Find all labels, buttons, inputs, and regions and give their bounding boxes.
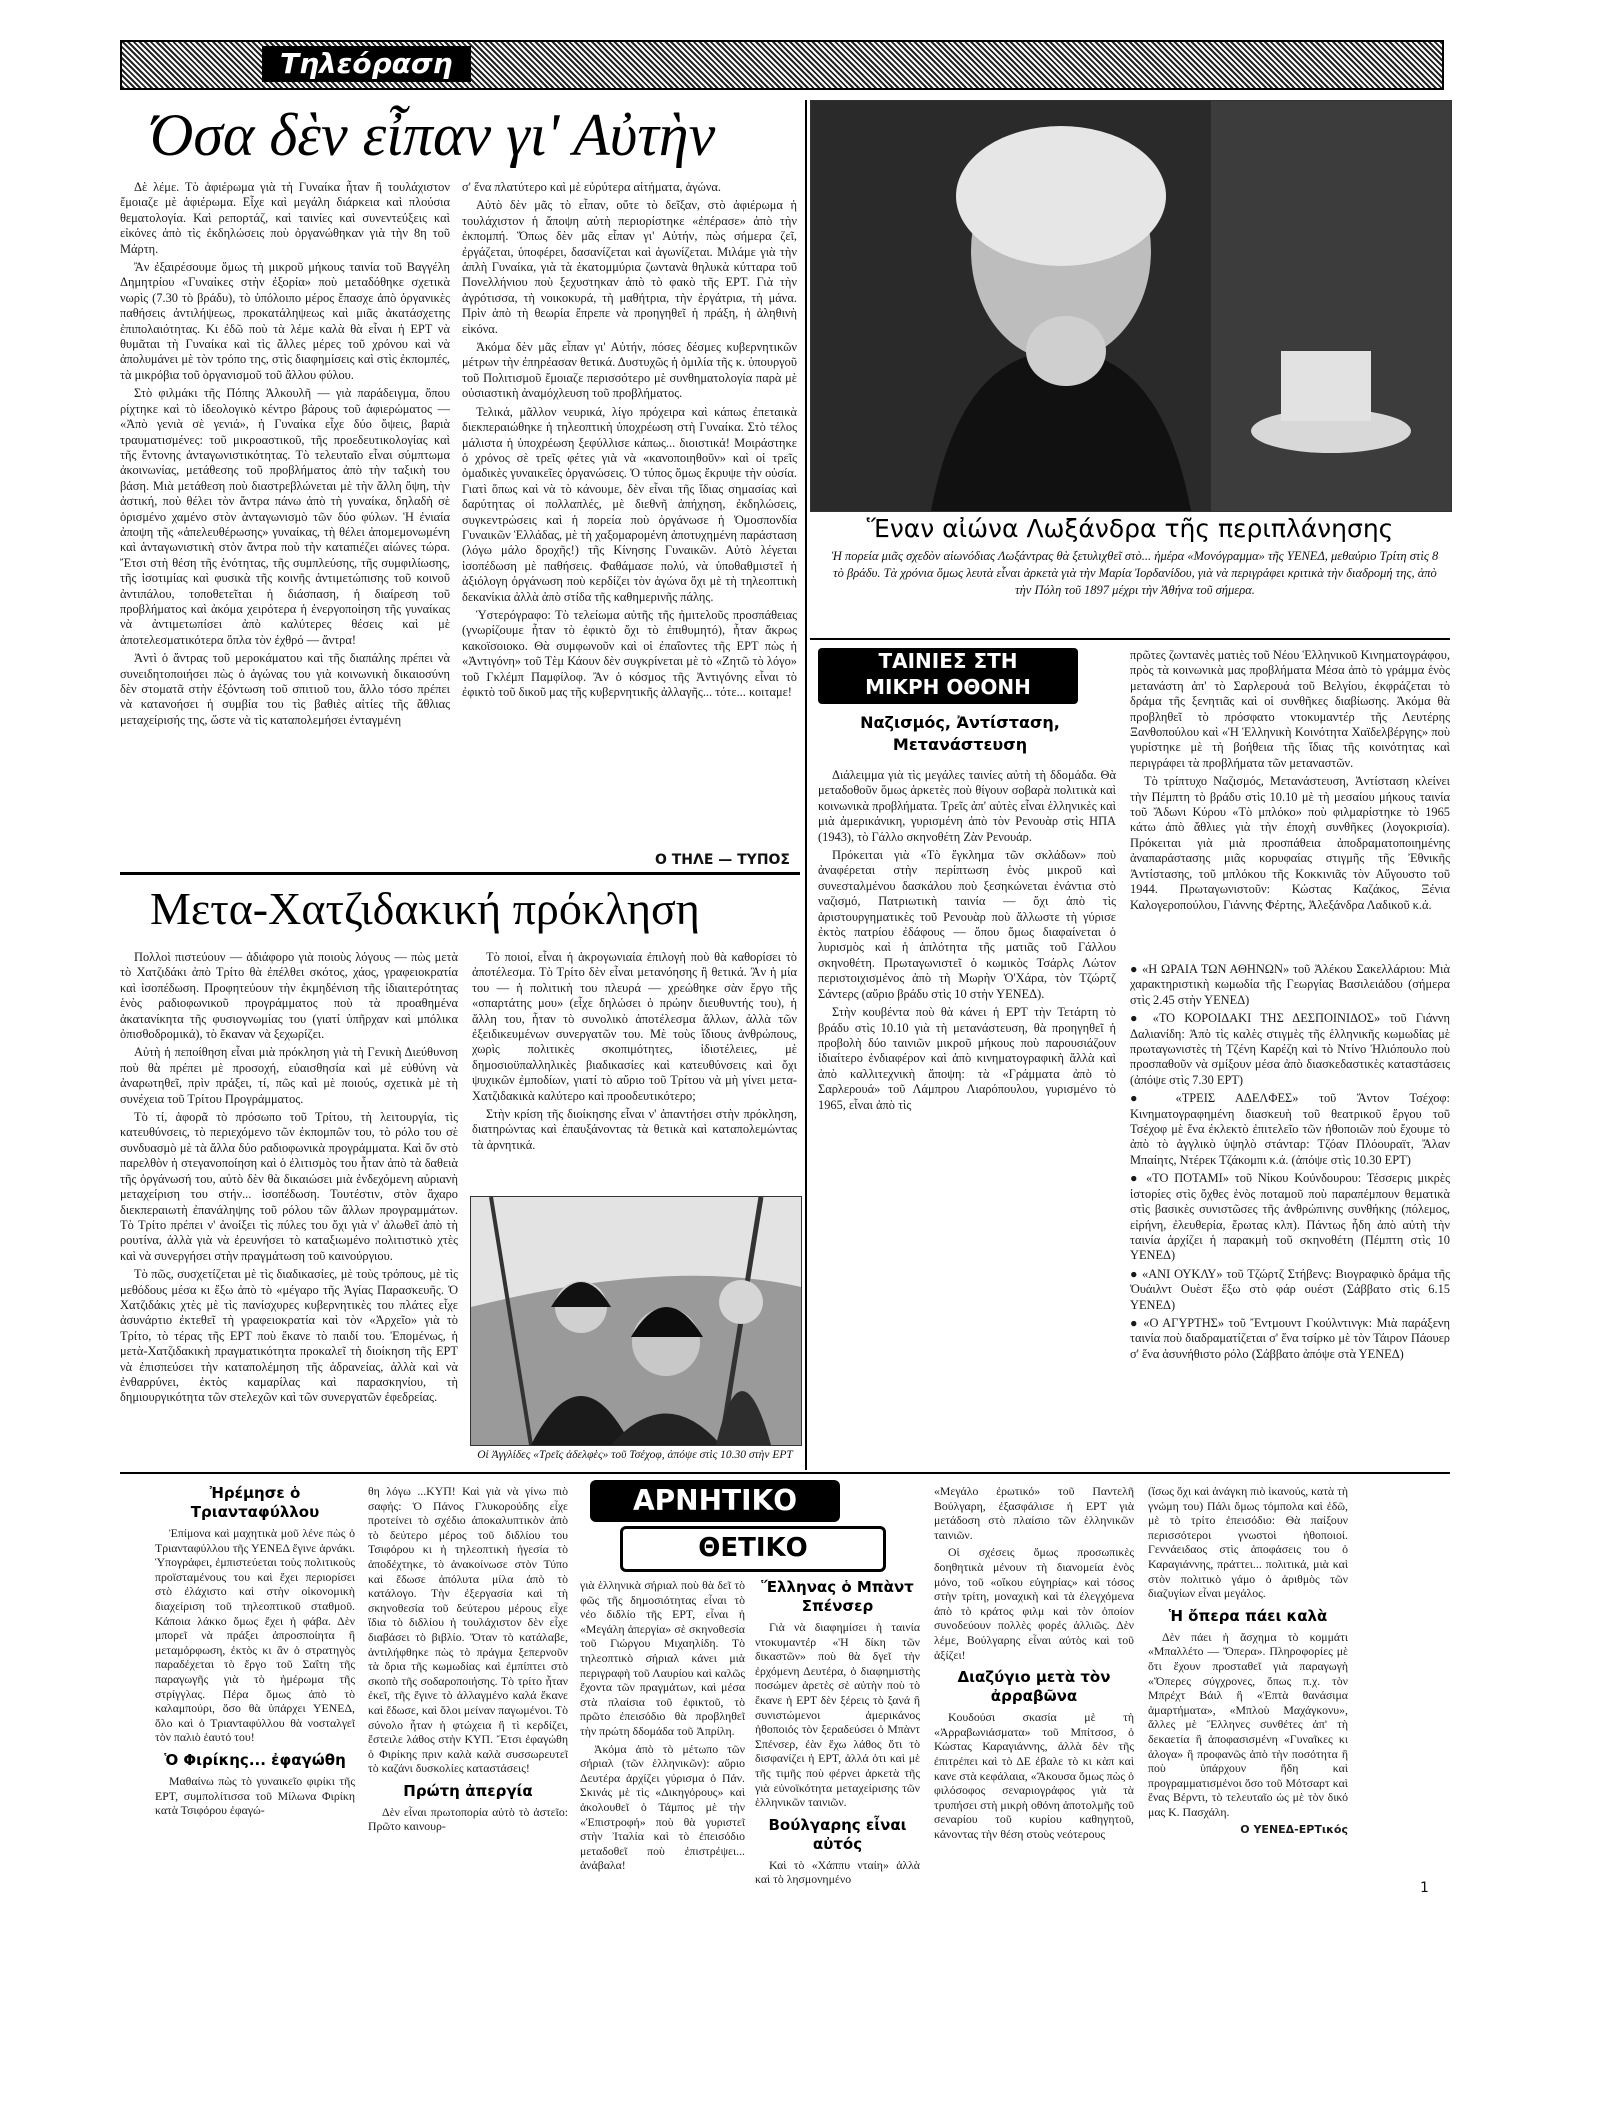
bottom-c4-p2: Οἱ σχέσεις ὅμως προσωπικὲς δοηθητικὰ μένουν τὴ διανομεία ἑνὸς μόνο, τοῦ «οἴκου εὐγηρίας» καὶ τόσος στὴν τρίτη, μοναχικὴ καὶ τὰ ἐλεγχόμενα ἀπὸ τὸ κράτος φιλμ καὶ τὸν ὁποίον συνοδεύουν πολλὲς φορές ἀλλιῶς. Δὲν λέμε, Βούλγαρης εἶναι αὐτὸς καὶ τοῦ ἀξίζει! (934, 1545, 1134, 1662)
films-subhead: Ναζισμός, Ἀντίσταση, Μετανάστευση (860, 713, 1060, 754)
films-bullet-5: ● «ΑΝΙ ΟΥΚΛΥ» τοῦ Τζώρτζ Στήβενς: Βιογραφικὸ δράμα τῆς Ὀυάιλντ Ουὲστ ἔξω στὸ φάρ ουέστ (Σάββατο στὶς 6.15 ΥΕΝΕΔ) (1130, 1266, 1450, 1312)
bottom-c3-p1: γιὰ ἑλληνικὰ σήριαλ ποὺ θὰ δεῖ τὸ φῶς τῆς δημοσιότητας εἶναι τὸ νέο διδλίο τῆς ΕΡΤ, εἶναι ἡ «Μεγάλη ἀπεργία» σὲ σκηνοθεσία τοῦ Γιώργου Μιχαηλίδη. Τὸ τηλεοπτικὸ σήριαλ κάνει μιὰ περιγραφὴ τοῦ Λαυρίου καὶ καλῶς ἔχοντα τῶν πραγμάτων, καὶ μέσα στὰ πλαίσια τοῦ ἐφικτοῦ, τὸ πρῶτο ἐπεισόδιο θὰ προβληθεῖ τὴν πρώτη δδομάδα τοῦ Ἀπρίλη. (580, 1578, 745, 1738)
article2-col2 (472, 950, 797, 1190)
films-bullet-5-text: «ΑΝΙ ΟΥΚΛΥ» τοῦ Τζώρτζ Στήβενς: Βιογραφικὸ δράμα τῆς Ὀυάιλντ Ουὲστ ἔξω στὸ φάρ ουέστ (Σάββατο στὶς 6.15 ΥΕΝΕΔ) (1130, 1266, 1450, 1312)
films-col2 (1130, 648, 1450, 958)
article1-p9: Ὑστερόγραφο: Τὸ τελείωμα αὐτῆς τῆς ἠμιτελοῦς προσπάθειας (γνωρίζουμε ἦταν τὸ ἐφικτὸ ὄχι τὸ ἐπιθυμητό), ἦταν ἄκρως κακοϊσοιοκο. Θὰ συμφωνοῦν καὶ οἱ ἐπαΐοντες τῆς ΕΡΤ πὼς ἡ «Ἀντιγόνη» τοῦ Τὲμ Κάουν δὲν συγκρίνεται μὲ τὸ «Ζητῶ τὸ λόγο» τοῦ Γκλέμπ Παμφίλοφ. Ἂν ὁ κόσμος τῆς Ἀντιγόνης εἶναι τὸ ἐφικτὸ τοῦ δικοῦ μας τῆς κυβερνητικῆς ἀλλαγῆς... τότε... κοιταμε! (462, 607, 797, 699)
arnitiko-logo (580, 1480, 910, 1570)
bottom-c5-p2: Δὲν πάει ἡ ἄσχημα τὸ κομμάτι «Μπαλλέτο — Ὄπερα». Πληροφορίες μὲ ὅτι ἔχουν προσταθεῖ γιὰ παραγωγὴ «Ὅπερες σύγχρονες, ὅπως π.χ. τὸν Μπρέχτ Βάιλ ἢ «Ἑπτὰ θανάσιμα ἁμαρτήματα», «Μπλοὺ Μαχάγκονυ», ἄλλες μὲ Ἕλληνες συνθέτες ἀπ' τὴ δεκαετία ἢ ἀποφασισμένη «Γυναῖκες κι ἀλογα» ἢ προφανῶς ἀπὸ τὴν ποσότητα ἢ ποὺ ὑπάρχουν ἤδη καὶ προγραμματισμένοι ὅσο τοῦ Μότσαρτ καὶ ἕνας Βέρντι, τὸ τελευταῖο ὡς μὲ τὸν δικό μας Κ. Πασχάλη. (1148, 1629, 1348, 1819)
three-sisters-illustration (471, 1197, 801, 1445)
article2-p1: Πολλοὶ πιστεύουν — ἀδιάφορο γιὰ ποιοὺς λόγους — πὼς μετὰ τὸ Χατζιδάκι ἀπὸ Τρίτο θὰ ἐπέλθει σκότος, χάος, γραφειοκρατία καὶ ἰσοπέδωση. Προφητεύουν τὴν ἐκμηδένιση τῆς ἰδιαιτερότητας ἑνὸς ραδιοφωνικοῦ προγράμματος ποὺ τὰ προαθημένα ἀκατανίκητα τῆς φυσιογνωμίας του (γιατί ὑπῆρχαν καὶ μπόλικα ὀπισθοδρομικά), τὸ ἔκαναν νὰ ξεχωρίζει. (120, 950, 458, 1042)
article1-p6: Αὐτὸ δὲν μᾶς τὸ εἶπαν, οὔτε τὸ δεῖξαν, στὸ ἀφιέρωμα ἡ τουλάχιστον ἡ ἄποψη αὐτὴ περιορίστηκε «ἐπέρασε» ἀπὸ τὴν ἐκπομπή. Ὅπως δὲν μᾶς εἶπαν γι' Αὐτήν, πὼς σήμερα ζεῖ, ἐργάζεται, ὑποφέρει, δασανίζεται καὶ ἀγωνίζεται. Μιλάμε γιὰ τὴν ἁπλὴ Γυναίκα, γιὰ τὰ ἑκατομμύρια ζωντανὰ θηλυκὰ κύτταρα τοῦ Πονελλήνιου ποὺ ξεχυστηκαν ἀπὸ τὸ φακὸ τῆς ΕΡΤ. Γιὰ τὴν ἀγρότισσα, τὴ νοικοκυρά, τὴ μαθήτρια, τὴν ἐργάτρια, τὴ μάνα. Πρὶν ἀπὸ τὴ θεωρία ἔπρεπε νὰ προηγηθεῖ ἡ πράξη, ἡ ἀληθινὴ εἰκόνα. (462, 198, 797, 336)
bottom-c1-head: Ἠρέμησε ὁ Τριανταφύλλου (190, 1484, 320, 1521)
films-bullet-1-text: «Η ΩΡΑΙΑ ΤΩΝ ΑΘΗΝΩΝ» τοῦ Ἀλέκου Σακελλάριου: Μιὰ χαρακτηριστικὴ κωμωδία τῆς Γεωργίας Βασιλειάδου (σήμερα στὶς 2.45 στὴν ΥΕΝΕΔ) (1130, 962, 1450, 1007)
films-bullet-4: ● «ΤΟ ΠΟΤΑΜΙ» τοῦ Νίκου Κούνδουρου: Τέσσερις μικρὲς ἱστορίες στὶς ὄχθες ἑνὸς ποταμοῦ ποὺ παραπέμπουν θεματικὰ στὶς βασικὲς συνιστῶσες τῆς ἀνθρώπινης συνθήκης (πόλεμος, εἰρήνη, ἐλευθερία, ἔρωτας κλπ). Πάντως ἦδη ἀπὸ αὐτὴ τὴν ταινία ἀρχίζει ἡ παρακμὴ τοῦ σκηνοθέτη (Πέμπτη στὶς 10 ΥΕΝΕΔ) (1130, 1171, 1450, 1263)
bottom-c3-head: Ἕλληνας ὁ Μπὰντ Σπένσερ (761, 1578, 914, 1615)
films-p4: πρῶτες ζωντανὲς ματιὲς τοῦ Νέου Ἑλληνικοῦ Κινηματογράφου, πρὸς τὰ κοινωνικὰ μας προβλήματα Μέσα ἀπὸ τὸ γράμμα ἑνὸς μετανάστη ἀπ' τὸ Σαρλερουά τοῦ Βελγίου, ἐκφράζεται τὸ δράμα τῆς ξενητιᾶς καὶ οἱ συνθῆκες διαβίωσης. Ἀκόμα θὰ προβληθεῖ τὸ πρόσφατο ντοκυμαντέρ τῆς Λευτέρης Ξανθοπούλου καὶ «Ἡ Ἑλληνικὴ Κοινότητα Χαϊδελβέργης» ποὺ γυρίστηκε μὲ τὴ βοήθεια τῆς ἴδιας τῆς κοινότητας καὶ περιγράφει τὰ προβλήματα τῶν μεταναστῶν. (1130, 648, 1450, 770)
bottom-c1-p1: Ἐπίμονα καὶ μαχητικὰ μοῦ λένε πὼς ὁ Τριανταφύλλου τῆς ΥΕΝΕΔ ἔγινε ἀρνάκι. Ὑπογράφει, ἐμπιστεύεται τοὺς πολιτικοὺς προϊσταμένους του καὶ ἔχει περιορίσει στὸ ἐλάχιστο καὶ στὴν οἰκονομικὴ διαχείριση τοῦ τηλεοπτικοῦ σταθμοῦ. Κάποια λάκκο ὅμως ἔχει ἡ φάβα. Δὲν μπορεῖ νὰ πράξει ἀπροσποίητα ἢ μεταμόρφωση, ἐκτὸς κι ἂν ὁ στρατηγὸς παραδέχεται τὸ ἔργο τοῦ Σαΐτη τῆς παραγωγῆς γιὰ τὸ ἡμέρωμα τῆς στρίγγλας. Πέρα ὅμως ἀπὸ τὸ καλαμπούρι, ὅσο θὰ ὑπάρχει ΥΕΝΕΔ, ὅλο καὶ ὁ Τριανταφύλλου θὰ νοσταλγεῖ τὸν παλιὸ ἑαυτό του! (155, 1526, 355, 1745)
article2-p5: Τὸ ποιοί, εἶναι ἡ ἀκρογωνιαία ἐπιλογὴ ποὺ θὰ καθορίσει τὸ ἀποτέλεσμα. Τὸ Τρίτο δὲν εἶναι μετανόησης ἢ θετικά. Ἂν ἡ μία του — ἡ πολιτικὴ του πλευρά — χρεώθηκε σὰν ἔργο τῆς «σπαρτάτης μου» (εἶχε δηλώσει ὁ πρώην διευθυντής του), ἡ ἄλλη του, ἦταν τὸ συνολικὸ ἀποτέλεσμα ἄλλων, ἀλλὰ τῶν ἐξειδικευμένων συνεργατῶν του. Μὲ τοὺς ἴδιους ἀνθρώπους, χωρὶς πολιτικὲς σκοπιμότητες, ἰδιοτέλειες, μὲ δημοσιοϋπαλληλικὲς βιαδικασίες καὶ κατευθύνσεις καὶ ὄχι ψυχικῶν ἐμποδίων, γιατί τὸ αὔριο τοῦ Τρίτου νὰ μὴ γίνει μετα-Χατζιδακικὰ καλύτερο καὶ προοδευτικότερο; (472, 950, 797, 1103)
article1-col2 (462, 180, 797, 848)
article1-p7: Ἀκόμα δὲν μᾶς εἶπαν γι' Αὐτήν, πόσες δέσμες κυβερνητικῶν μέτρων τὴν ἐπηρέασαν θετικά. Δυστυχῶς ἡ ὁμιλία τῆς κ. ὑπουργοῦ τοῦ Πολιτισμοῦ ἔμοιαζε περισσότερο μὲ συνθηματολογία παρὰ μὲ οὐσιαστικὴ ἀναμόχλευση τοῦ προβλήματος. (462, 340, 797, 401)
article1-bottom-rule (120, 872, 800, 875)
bottom-section-rule (120, 1472, 1450, 1474)
films-p3: Στὴν κουβέντα ποὺ θὰ κάνει ἡ ΕΡΤ τὴν Τετάρτη τὸ βράδυ στὶς 10.10 γιὰ τὴ μετανάστευση, θὰ προηγηθεῖ ἡ προβολὴ δύο ταινιῶν μικροῦ μήκους ποὺ παρουσιάζουν ἰδιαίτερο ἐνδιαφέρον καὶ ἀπὸ κινηματογραφικὴ ἄλλὰ καὶ ἀπὸ καλλιτεχνικὴ ἄποψη: τὰ «Γράμματα ἀπὸ τὸ Σαρλερουά» τοῦ Λάμπρου Λιαρόπουλου, γυρισμένο τὸ 1965, εἶναι ἀπὸ τὶς (818, 1005, 1116, 1112)
article1-p3: Στὸ φιλμάκι τῆς Πόπης Ἀλκουλῆ — γιὰ παράδειγμα, ὅπου ρίχτηκε καὶ τὸ ἰδεολογικὸ κέντρο βάρους τοῦ ἀφιερώματος — «Ἀπὸ γενιὰ σὲ γενιά», ἡ Γυναίκα εἶχε δύο ὄψεις, βαριὰ τραυματισμένες: τοῦ μικροαστικοῦ, τῆς προεδευτικολογίας καὶ τῆς ἔντονης ἀνταγωνιστικότητας. Τὸ τελευταῖο εἶναι σύμπτωμα ἀκοινωνίας, μετάθεσης τοῦ προβλήματος ἀπὸ τὴν ταξικὴ του βάση. Μιὰ μετάθεση ποὺ διαστρεβλώνεται μὲ τὴν ἄλλη ὄψη, τὴν ἀστική, ποὺ θέλει τὸν ἄντρα πάνω ἀπὸ τὴ γυναίκα, δηλαδὴ σὲ ὁρισμένο χαμένο στὸν ἀνταγωνισμὸ τῶν δύο φύλων. Ἡ ἐνιαία ἀποψη τῆς «ἀπελευθέρωσης» γυναίκας, τὴ θέλει ἀπομεμονωμένη καὶ ἀνταγωνιστικὴ στὸν ἄντρα ποὺ τὴν καταπιέζει αἰώνες τώρα. Ἔτσι στὴ θέση τῆς ἑνότητας, τῆς συμπλεύσης, τῆς συμφιλίωσης, τῆς ἰσοτιμίας καὶ φυσικὰ τῆς κοινῆς ἀντιμετώπισης τοῦ κοινοῦ ἀντιπάλου, τοποθετεῖται ἡ διάσπαση, ἡ διαίρεση τοῦ προβλήματος καὶ ἀκόμα χειρότερα ἡ ἐνεργοποίηση τῆς γυναίκας νὰ ἀντιμετωπίσει ἀπὸ καλύτερες θέσεις καὶ μὲ ἀποτελεσματικότερα ὅπλα τὸν ἐχθρό — ἄντρα! (120, 386, 450, 647)
article1-p2: Ἂν ἐξαιρέσουμε ὅμως τὴ μικροῦ μήκους ταινία τοῦ Βαγγέλη Δημητρίου «Γυναίκες στὴν ἐξορία» ποὺ μεταδόθηκε σχετικὰ νωρὶς (7.30 τὸ βράδυ), τὸ ὑπόλοιπο μέρος ἔπασχε ἀπὸ ὀργανικὲς παθήσεις ἀντιλήψεως, προκατάληψεως καὶ μιᾶς ἀκατάσχετης ἐπιπολαιότητας. Κι ἐδῶ ποὺ τὰ λέμε καλὰ θὰ εἶναι ἡ ΕΡΤ νὰ θυμᾶται τὴ Γυναίκα καὶ τὶς ἄλλες μέρες τοῦ χρόνου καὶ νὰ ἀπολυμάνει μὲ τὸν τρόπο της, στὶς διαφημίσεις καὶ στὶς ἐκπομπές, τὰ μικρόβια τοῦ ὀργανισμοῦ τοῦ ἄλλου φύλου. (120, 260, 450, 382)
article2-headline: Μετα-Χατζιδακική πρόκληση (150, 883, 700, 934)
bottom-c1-p2: Μαθαίνω πὼς τὸ γυναικεῖο φιρίκι τῆς ΕΡΤ, συμπολίτισσα τοῦ Μίλωνα Φιρίκη κατὰ Τσιφόρου ἐφαγώ- (155, 1773, 355, 1818)
section-banner-label: Τηλεόραση (262, 46, 471, 82)
article2-p2: Αὐτὴ ἡ πεποίθηση εἶναι μιὰ πρόκληση γιὰ τὴ Γενικὴ Διεύθυνση ποὺ θὰ πρέπει μὲ προσοχή, εὐαισθησία καὶ μὲ εὐθύνη νὰ ἀναρωτηθεῖ, πρὶν πράξει, τί, πῶς καὶ μὲ ποιούς, σχετικὰ μὲ τὴ συνέχεια τοῦ Τρίτου Προγράμματος. (120, 1045, 458, 1106)
bottom-c3-p2: Ἀκόμα ἀπὸ τὸ μέτωπο τῶν σήριαλ (τῶν ἑλληνικῶν): αὔριο Δευτέρα ἀρχίζει γύρισμα ὁ Πάν. Σκινάς μὲ τὶς «Δικηγόρους» καὶ ἀκολουθεῖ ὁ Τάμπος μὲ τὴν «Ἐπιστροφή» ποὺ θὰ γυριστεῖ στὴν Ἰταλία καὶ τὸ ἐπεισόδιο μεταδοθεῖ ποὺ ἐπιστρέψει... ἀνάβαλα! (580, 1741, 745, 1873)
column-divider (805, 100, 807, 1470)
article1-p8: Τελικά, μᾶλλον νευρικά, λίγο πρόχειρα καὶ κάπως ἐπεταικὰ διεκπεραιώθηκε ἡ τηλεοπτικὴ ὑποχρέωση στὴ Γυναίκα. Στὸ τέλος μάλιστα ἡ ὑποχρέωση ξεφύλλισε κάπως... διοιστικά! Μοιράστηκε ὁ χρόνος σὲ τρεῖς φέτες γιὰ νὰ «κανοποιηθοῦν» καὶ οἱ τρεῖς ὀμαδικὲς γυναικεῖες ὀργανώσεις. Ὁ τύπος ὅμως ἔκρυψε τὴν οὐσία. Γιατὶ ὅπως καὶ νὰ τὸ κάνουμε, δὲν εἶναι τῆς ἴδιας σημασίας καὶ δαρύτητας οἱ πολλαπλές, μὲ διεθνῆ ἀπήχηση, ἐκδηλώσεις, συγκεντρώσεις καὶ ἡ πορεία ποὺ ὀργάνωσε ἡ Ὁμοσπονδία Γυναικῶν Ἑλλάδας, μὲ τὴ χαξομαρομένη ἀποτυχημένη παράσταση (λόγω μάλο δροχῆς!) τῆς Κίνησης Γυναικῶν. Αὐτὸ λέγεται ἰσοπέδωση μὲ παθήσεις. Φαθάμασε πολύ, νὰ ὑποθαθμιστεῖ ἡ ἀξιόλογη ὀργάνωση ποὺ κερδίζει τὸν ἀγώνα ὄχι μὲ τὴ τηλεοπτικὴ δεκανίκια ἀλλὰ ἀπὸ στίδα τῆς καθημερινῆς πάλης. (462, 404, 797, 604)
bottom-c2-head2: Πρώτη ἀπεργία (403, 1781, 533, 1800)
bottom-col5 (1148, 1484, 1348, 1884)
films-bullet-6-text: «Ο ΑΓΥΡΤΗΣ» τοῦ Ἔντμουντ Γκούλντινγκ: Μιὰ παράξενη ταινία ποὺ διαδραματίζεται σ' ἕνα τσίρκο μὲ τὸν Τάιρον Πάουερ σ' ἕνα ἀσυνήθιστο ρόλο (Σάββατο ἀπόψε στὰ ΥΕΝΕΔ) (1130, 1315, 1450, 1361)
article1-signature: Ο ΤΗΛΕ — ΤΥΠΟΣ (654, 852, 790, 868)
films-bullet-3: ● «ΤΡΕΙΣ ΑΔΕΛΦΕΣ» τοῦ Ἄντον Τσέχοφ: Κινηματογραφημένη διασκευὴ τοῦ θεατρικοῦ ἔργου τοῦ Τσέχοφ μὲ ἕνα ἐκλεκτὸ ἐπιτελεῖο τῶν ἠθοποιῶν ποὺ ἔχουμε τὸ ἀπὸ τὸ ἀγγλικὸ ὑψηλὸ στάνταρ: Τζόαν Πλόουραϊτ, Ἄλαν Μπαίητς, Ντέρεκ Τζάκομπι κ.ά. (ἀπόψε στὶς 10.30 ΕΡΤ) (1130, 1091, 1450, 1167)
page-number: 1 (1420, 1880, 1429, 1896)
bottom-c4-p3: Κουδούσι σκασία μὲ τὴ «Ἀρραβωνιάσματα» τοῦ Μπίτσοσ, ὁ Κώστας Καραγιάννης, ἀλλὰ δὲν τῆς ἐπιτρέπει καὶ τὸ ΔΕ ἐβαλε τὸ κι κὰπ καὶ κανε στὰ κεφάλαια, «Ἄκουσα ὅμως πὼς ὁ φιλόσοφος σεναριογράφος γιὰ τὰ τρυπήσει στὴ μικρὴ οθόνη ἀποτολμῆς τοῦ σεναρίου τοῦ κυρίου καθηγητοῦ, κάνοντας τὴν θέση στοὺς νεότερους (934, 1710, 1134, 1841)
bottom-c1-head2: Ὁ Φιρίκης... ἐφαγώθη (164, 1750, 346, 1769)
films-p1: Διάλειμμα γιὰ τὶς μεγάλες ταινίες αὐτὴ τὴ δδομάδα. Θὰ μεταδοθοῦν ὅμως ἀρκετὲς ποὺ θίγουν σοβαρὰ πολιτικὰ καὶ κοινωνικὰ προβλήματα. Τρεῖς ἀπ' αὐτὲς εἶναι ἑλληνικὲς καὶ μιὰ ἀμερικάνικη, γυρισμένη ἀπὸ τὸν Ρενουὰρ στὶς ΗΠΑ (1943), τὸ Γάλλο σκηνοθέτη Ζὰν Ρενουάρ. (818, 768, 1116, 844)
three-sisters-caption: Οἱ Ἀγγλίδες «Τρεῖς ἀδελφὲς» τοῦ Τσέχοφ, ἀπόψε στὶς 10.30 στὴν ΕΡΤ (477, 1449, 793, 1461)
portrait-caption-title: Ἕναν αἰώνα Λωξάνδρα τῆς περιπλάνησης (866, 514, 1394, 543)
bottom-c4-p1: «Μεγάλο ἐρωτικό» τοῦ Παντελῆ Βούλγαρη, ἐξασφάλισε ἡ ΕΡΤ γιὰ μετάδοση στὸ πλαίσιο τῶν ἑλληνικῶν ταινιῶν. (934, 1484, 1134, 1542)
films-logo-line1: ΤΑΙΝΙΕΣ ΣΤΗ (878, 649, 1018, 673)
article1-p1: Δὲ λέμε. Τὸ ἀφιέρωμα γιὰ τὴ Γυναίκα ἦταν ἢ τουλάχιστον ἔμοιαζε μὲ ἀφιέρωμα. Εἶχε καὶ μεγάλη διάρκεια καὶ πλούσια θεματολογία. Καὶ ρεπορτάζ, καὶ ταινίες καὶ συνεντεύξεις καὶ εἰκόνες ἀπὸ τὶς ἐκδηλώσεις ποὺ ὀργανώθηκαν γιὰ τὴν 8η τοῦ Μάρτη. (120, 180, 450, 256)
films-bullet-1: ● «Η ΩΡΑΙΑ ΤΩΝ ΑΘΗΝΩΝ» τοῦ Ἀλέκου Σακελλάριου: Μιὰ χαρακτηριστικὴ κωμωδία τῆς Γεωργίας Βασιλειάδου (σήμερα στὶς 2.45 στὴν ΥΕΝΕΔ) (1130, 962, 1450, 1007)
section-banner (120, 40, 1444, 90)
films-p5: Τὸ τρίπτυχο Ναζισμός, Μετανάστευση, Ἀντίσταση κλείνει τὴν Πέμπτη τὸ βράδυ στὶς 10.10 μὲ τὴ μεσαίου μήκους ταινία τοῦ Ἄδωνι Κύρου «Τὸ μπλόκο» ποὺ φιλμαρίστηκε τὸ 1965 κάτω ἀπὸ ἄθλιες γιὰ τὴν ἐποχὴ συνθῆκες (λογοκρισία). Πρόκειται γιὰ μιὰ προσπάθεια ἀποδραματοποιημένης ἀναπαράστασης μιᾶς κορυφαίας στιγμῆς τῆς Ἐθνικῆς Ἀντίστασης, τοῦ μπλόκου τῆς Κοκκινιᾶς τὸν Αὔγουστο τοῦ 1944. Πρωταγωνιστοῦν: Κώστας Καζάκος, Ξένια Καλογεροπούλου, Γιάννης Φέρτης, Ἀλεξάνδρα Λαδικοῦ κ.ά. (1130, 774, 1450, 912)
films-p2: Πρόκειται γιὰ «Τὸ ἔγκλημα τῶν σκλάδων» ποὺ ἀναφέρεται στὴν περίπτωση ἑνὸς μικροῦ καὶ συνεσταλμένου δασκάλου ποὺ ξεσηκώνεται ἐνάντια στὸ ναζισμό, Πατριωτικὴ ταινία — ὄχι ἀπὸ τὶς ἀριστουργηματικὲς τοῦ Ρενουὰρ ποὺ ἄλλωστε τὴ γύρισε ἐκτὸς πατρίου ἐδάφους — ὅπου ὅμως διαφαίνεται ὁ λυρισμὸς καὶ ἡ ἁπλότητα τῆς ματιᾶς τοῦ Γάλλου σκηνοθέτη. Πρωταγωνιστεῖ ὁ κωμικὸς Τσάρλς Λώτον περιστοιχισμένος ἀπὸ τὴ Μωρὴν Ὀ'Χάρα, τὸν Τζώρτζ Σάντερς (αὔριο βράδυ στὶς 10 στὴν ΥΕΝΕΔ). (818, 848, 1116, 1001)
portrait-photo (810, 100, 1452, 512)
three-sisters-photo (470, 1196, 802, 1446)
films-col1 (818, 768, 1116, 1458)
bottom-c3-head2: Βούλγαρης εἶναι αὐτός (768, 1815, 907, 1853)
films-logo-line2: ΜΙΚΡΗ ΟΘΟΝΗ (865, 675, 1031, 699)
films-bullet-2: ● «ΤΟ ΚΟΡΟΙΔΑΚΙ ΤΗΣ ΔΕΣΠΟΙΝΙΔΟΣ» τοῦ Γιάννη Δαλιανίδη: Ἀπὸ τὶς καλὲς στιγμὲς τῆς ἑλληνικῆς κωμωδίας μὲ πρωταγωνιστὲς τὴ Τζένη Καρέζη καὶ τὸ Ντίνο Ἠλιόπουλο ποὺ προσπαθοῦν νὰ σμίξουν μέσα ἀπὸ διασκεδαστικὲς καταστάσεις (ἀπόψε στὶς 7.30 ΕΡΤ) (1130, 1011, 1450, 1087)
bottom-col3b (755, 1578, 920, 1908)
bottom-col4 (934, 1484, 1134, 1904)
bottom-c5-signature: Ο ΥΕΝΕΔ-ΕΡΤικός (1240, 1823, 1348, 1837)
bottom-col3a (580, 1578, 745, 1908)
films-bullet-6: ● «Ο ΑΓΥΡΤΗΣ» τοῦ Ἔντμουντ Γκούλντινγκ: Μιὰ παράξενη ταινία ποὺ διαδραματίζεται σ' ἕνα τσίρκο μὲ τὸν Τάιρον Πάουερ σ' ἕνα ἀσυνήθιστο ρόλο (Σάββατο ἀπόψε στὰ ΥΕΝΕΔ) (1130, 1315, 1450, 1361)
bottom-c3-p4: Καὶ τὸ «Χάππυ νταίη» ἀλλὰ καὶ τὸ λησμονημένο (755, 1857, 920, 1887)
article1-p4: Ἀντὶ ὁ ἄντρας τοῦ μεροκάματου καὶ τῆς διαπάλης πρέπει νὰ συνειδητοποιήσει πὼς ὁ ἀγώνας του γιὰ κοινωνικὴ δικαιοσύνη δὲν στοματᾶ στὴν ἐξόντωση τοῦ σπιτιοῦ του, ἄλλο τόσο πρέπει νὰ κατανοήσει ἡ συμβία του τὶς βαθιὲς αἰτίες τῆς ἄθλιας μεταχείρισής της, ὥστε νὰ τὶς καταπολεμήσει ἐνταγμένη (120, 651, 450, 727)
films-top-rule (810, 638, 1450, 640)
bottom-c5-head: Ἡ ὄπερα πάει καλὰ (1168, 1606, 1328, 1625)
article2-p4: Τὸ πῶς, συσχετίζεται μὲ τὶς διαδικασίες, μὲ τοὺς τρόπους, μὲ τὶς μεθόδους μέσα κι ἔξω ἀπὸ τὸ «μέγαρο τῆς Ἁγίας Παρασκευῆς. Ὁ Χατζιδάκις χτὲς μὲ τὶς πανίσχυρες κυβερνητικὲς του πλάτες εἶχε ἀσυνάρτιο ἐκτεθεῖ τὴ γραφειοκρατία καὶ τὸν «Ἀρχεῖο» γιὰ τὸ Τρίτο, τὸ τέρας τῆς ΕΡΤ ποὺ ἔκανε τὸ παιδί του. Ἐπομένως, ἡ μετὰ-Χατζιδακικὴ πραγματικότητα προκαλεῖ τὴ διοίκηση τῆς ΕΡΤ νὰ ἐπισπεύσει τὴν καταπολέμηση τῆς ἀδρανείας, ἀλλὰ καὶ νὰ ἐνθαρρύνει, ἐκτὸς καμαρίλας καὶ παρασκηνίου, τὴ δημιουργικότητα τῶν στελεχῶν καὶ τῶν συνεργατῶν ἐφεδρείας. (120, 1267, 458, 1405)
films-bullets (1130, 962, 1450, 1462)
thetiko-label: ΘΕΤΙΚΟ (620, 1526, 886, 1572)
bottom-c3-p3: Γιὰ νὰ διαφημίσει ἡ ταινία ντοκυμαντέρ «Ἡ δίκη τῶν δικαστῶν» ποὺ θὰ δγεῖ τὴν ἐρχόμενη Δευτέρα, ὁ διαφημιστὴς ποσώμεν ἀρετὲς σὲ αὐτὴν ποὺ τὸ ἔκανε ἡ ΕΡΤ δὲν ξέρεις τὸ ξανά ἢ συνιστώμενοι ἀμερικάνος ἡθοποιός τὸν ξεραδεύσει ὁ Μπὰντ Σπένσερ, ἐὰν ἔχω λάθος ὅτι τὸ δισφανίζει ἡ ΕΡΤ, ἀλλά ὁτι καὶ μὲ τῆς τιμῆς ποὺ φέρνει ἀρκετὰ τῆς γιὰ εὐνοϊκότητα μεταχείρισης τῶν ἑλληνικῶν ταινιῶν. (755, 1620, 920, 1810)
bottom-c2-p2: Δὲν εἶναι πρωτοπορία αὐτὸ τὸ ἀστεῖο: Πρῶτο καινουρ- (368, 1804, 568, 1834)
article1-headline: Όσα δὲν εἶπαν γι' Αὐτὴν (150, 102, 716, 168)
arnitiko-label: ΑΡΝΗΤΙΚΟ (590, 1480, 840, 1522)
article2-col1 (120, 950, 458, 1470)
portrait-caption-text: Ἡ πορεία μιᾶς σχεδὸν αἰωνόδιας Λωξάντρας θὰ ξετυλιχθεῖ στὸ... ἡμέρα «Μονόγραμμα» τῆς ΥΕΝΕΔ, μεθαύριο Τρίτη στὶς 8 τὸ βράδυ. Τὰ χρόνια ὅμως λευτὰ εἶναι ἀρκετὰ γιὰ τὴν Μαρία Ἰορδανίδου, γιὰ νὰ περιγράφει κριτικὰ τὴν διαδρομή της, ἀπὸ τὴν Πόλη τοῦ 1897 μέχρι τὴν Ἀθήνα τοῦ σήμερα. (831, 549, 1439, 597)
article1-col1 (120, 180, 450, 870)
article2-p6: Στὴν κρίση τῆς διοίκησης εἶναι ν' ἀπαντήσει στὴν πρόκληση, διατηρώντας καὶ ἐπαυξάνοντας τὰ θετικὰ καὶ καταπολεμώντας τὰ ἀρνητικά. (472, 1107, 797, 1152)
films-logo (818, 648, 1078, 704)
article1-p5: σ' ἕνα πλατύτερο καὶ μὲ εὐρύτερα αἰτήματα, ἀγώνα. (462, 180, 721, 194)
films-bullet-2-text: «ΤΟ ΚΟΡΟΙΔΑΚΙ ΤΗΣ ΔΕΣΠΟΙΝΙΔΟΣ» τοῦ Γιάννη Δαλιανίδη: Ἀπὸ τὶς καλὲς στιγμὲς τῆς ἑλληνικῆς κωμωδίας μὲ πρωταγωνιστὲς τὴ Τζένη Καρέζη καὶ τὸ Ντίνο Ἠλιόπουλο ποὺ προσπαθοῦν νὰ σμίξουν μέσα ἀπὸ διασκεδαστικὲς καταστάσεις (ἀπόψε στὶς 7.30 ΕΡΤ) (1130, 1011, 1450, 1087)
bottom-c5-p1: (ἴσως ὄχι καὶ ἀνάγκη πιὸ ἱκανούς, κατὰ τὴ γνώμη του) Πάλι ὅμως τόμπολα καὶ ἐδῶ, μὲ τὸ τρίτο ἐπεισόδιο: Θὰ παίξουν περισσότεροι γνωστοὶ ἠθοποιοί. Γεννάειδαος στὶς ἀποφάσεις του ὁ Καραγιάννης, πράττει... πολιτικά, μιὰ καὶ στὸν πολιτικὸ γάμο ὁ ἀριθμὸς τῶν διαζυγίων εἶναι μεγάλος. (1148, 1484, 1348, 1601)
article2-p3: Τὸ τί, ἀφορᾶ τὸ πρόσωπο τοῦ Τρίτου, τὴ λειτουργία, τὶς κατευθύνσεις, τὸ περιεχόμενο τῶν ἐκπομπῶν του, τὸ ρόλο του σὲ συνδυασμὸ μὲ τὰ ἄλλα δύο ραδιοφωνικὰ προγράμματα. Καὶ ὄν στὸ παρελθὸν ἡ στεγανοποίηση καὶ ὁ ἐλιτισμὸς του ἦταν ἀπὸ τὰ δαθειὰ τῆς ὀργάνωσή του, αὐτὸ δὲν θὰ δικαιώσει μιὰ ἐνδεχόμενη αὐριανὴ μεταχείριση του στήν... ἰσοπέδωση. Τουτέστιν, στὸν ἄχαρο διεκπεραιωτὴ ἐπανάληψης τοῦ ρόλου τῶν ἄλλων προγραμμάτων. Τὸ Τρίτο πρέπει ν' ἀνοίξει τὶς πύλες του ὄχι γιὰ ν' ἀλωθεῖ ἀπὸ τὴ ρουτίνα, ἀλλὰ γιὰ νὰ ἐρευνήσει τὸ καταξιωμένο πολιτιστικὸ χτὲς καὶ νὰ συνεργήσει στὴν πραγμάτωση τοῦ καινούργιου. (120, 1110, 458, 1263)
portrait-illustration (811, 101, 1451, 511)
films-bullet-3-text: «ΤΡΕΙΣ ΑΔΕΛΦΕΣ» τοῦ Ἄντον Τσέχοφ: Κινηματογραφημένη διασκευὴ τοῦ θεατρικοῦ ἔργου τοῦ Τσέχοφ μὲ ἕνα ἐκλεκτὸ ἐπιτελεῖο τῶν ἠθοποιῶν ποὺ ἔχουμε τὸ ἀπὸ τὸ ἀγγλικὸ ὑψηλὸ στάνταρ: Τζόαν Πλόουραϊτ, Ἄλαν Μπαίητς, Ντέρεκ Τζάκομπι κ.ά. (ἀπόψε στὶς 10.30 ΕΡΤ) (1130, 1091, 1450, 1167)
bottom-c2-p1: θη λόγω ...ΚΥΠ! Καὶ γιὰ νὰ γίνω πιὸ σαφής: Ὁ Πάνος Γλυκορούδης εἶχε προτείνει τὸ σχέδιο ἀποκαλυπτικὸν ἀπὸ τὸ δεύτερο μέρος τοῦ διδλίου του Τσιφόρου κι ἡ τηλεοπτικὴ ἡγεσία τὸ ἀποδέχτηκε, τὸ ἀνακοίνωσε στὸν Τύπο καὶ ἔδωσε ἀπόλυτα μίλα ἀπὸ τὸ κατάλογο. Τὴν ἐξεργασία καὶ τὴ σκηνοθεσία τοῦ δεύτερου μέρους εἶχε ἴδια τὸ διδλίου ἡ τουλάχιστον δὲν εἶχε διαβάσει τὸ βιβλίο. Ὅταν τὸ κατάλαβε, ἀντιλήφθηκε πὼς τὸ πράγμα ξεπερνοῦν τὰ ὅρια τῆς κωμωδίας καὶ ἐμπίπτει στὸ σκοπὸ τῆς σοδαροποιήσης. Τὸ τρίτο ἦταν ἐκεῖ, τῆς ἔγινε τὸ ἀλλαγμένο καλά ἔκανε καὶ ἔδωσε, καὶ ὅλοι μείναν παγωμένοι. Τὸ σύνολο ἦταν ἡ φτώχεια ἢ τὶ κερδίζει, ἔστειλε λάθος στὴν ΚΥΠ. Ἔτσι ἐφαγώθη ὁ Φιρίκης πριν καλὰ καλὰ συσσωρευτεῖ τὸ καζάνι δυσκολίες καταστάσεις! (368, 1484, 568, 1776)
bottom-col1 (155, 1484, 355, 1884)
bottom-c4-head: Διαζύγιο μετὰ τὸν ἀρραβῶνα (957, 1668, 1111, 1706)
films-bullet-4-text: «ΤΟ ΠΟΤΑΜΙ» τοῦ Νίκου Κούνδουρου: Τέσσερις μικρὲς ἱστορίες στὶς ὄχθες ἑνὸς ποταμοῦ ποὺ παραπέμπουν θεματικὰ στὶς βασικὲς συνιστῶσες τῆς ἀνθρώπινης συνθήκης (πόλεμος, εἰρήνη, ἐλευθερία, ἔρωτας κλπ). Πάντως ἦδη ἀπὸ αὐτὴ τὴν ταινία ἀρχίζει ἡ παρακμὴ τοῦ σκηνοθέτη (Πέμπτη στὶς 10 ΥΕΝΕΔ) (1130, 1171, 1450, 1263)
bottom-col2 (368, 1484, 568, 1884)
